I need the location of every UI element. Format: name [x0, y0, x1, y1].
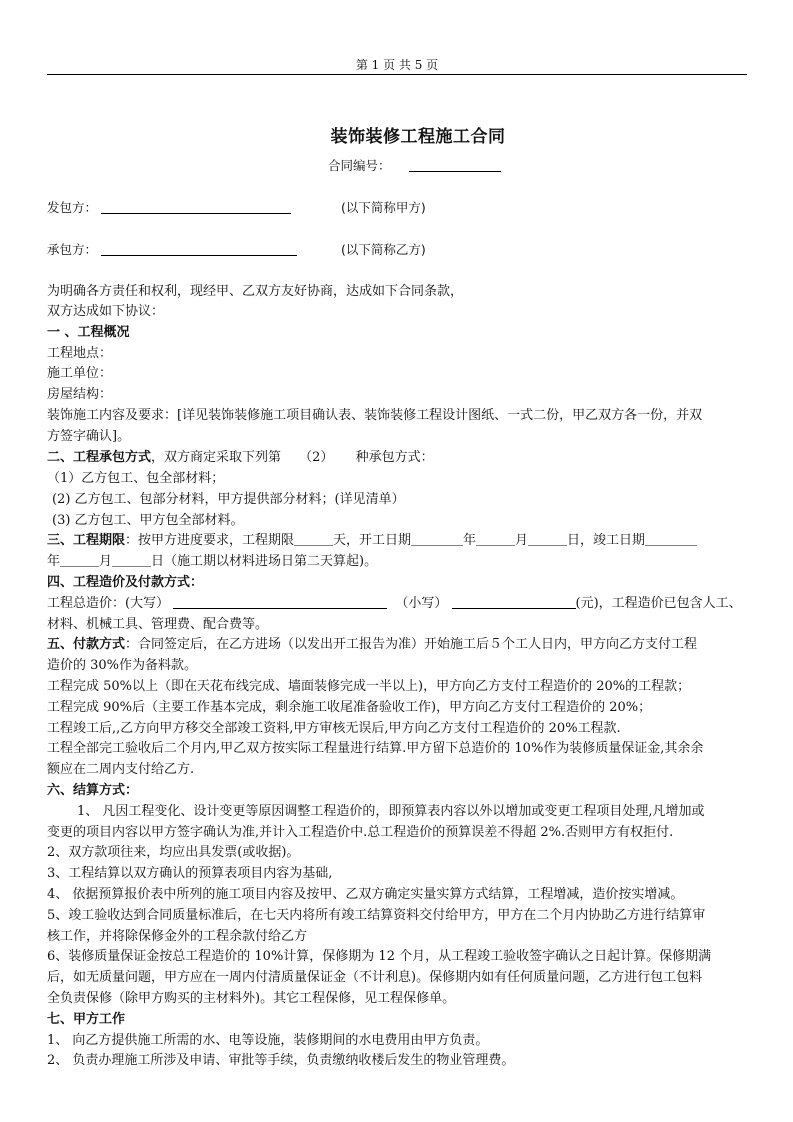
contract-type-choice: （2）: [299, 450, 334, 465]
document-title: 装饰装修工程施工合同: [330, 127, 506, 147]
payment-line-1: ：合同签定后，在乙方进场（以发出开工报告为准）开始施工后５个工人日内，甲方向乙方支付工程: [125, 637, 698, 652]
party-b-blank: [101, 241, 297, 256]
contract-type-text: ，双方商定采取下列第: [151, 450, 282, 465]
section-7-heading: 七、甲方工作: [47, 1012, 126, 1027]
total-price-lower-blank: [452, 594, 576, 609]
page-header: 第 1 页 共 5 页: [355, 58, 439, 72]
intro-line-1: 为明确各方责任和权利，现经甲、乙双方友好协商，达成如下合同条款，: [47, 284, 464, 299]
payment-line-6: 工程全部完工验收后二个月内,甲乙双方按实际工程量进行结算.甲方留下总造价的 10%作为装修质量保证金,其余余: [47, 741, 704, 756]
contract-option-3: (3) 乙方包工、甲方包全部材料。: [52, 513, 244, 528]
contract-option-1: （1）乙方包工、包全部材料；: [47, 471, 225, 486]
party-a-label: 发包方：: [47, 200, 98, 215]
section-5-heading: 五、付款方式: [47, 637, 126, 652]
settlement-item-2: 2、双方款项往来，均应出具发票(或收据)。: [47, 845, 300, 860]
total-price-yuan: (元)，工程造价已包含人工、: [575, 596, 742, 611]
construction-unit: 施工单位：: [47, 366, 113, 381]
payment-line-7: 额应在二周内支付给乙方.: [47, 762, 195, 777]
settlement-item-1b: 变更的项目内容以甲方签字确认为准,并计入工程造价中.总工程造价的预算误差不得超 2%.否则甲方有权拒付.: [47, 825, 674, 840]
settlement-item-3: 3、工程结算以双方确认的预算表项目内容为基础,: [47, 866, 333, 881]
section-6-heading: 六、结算方式：: [47, 783, 139, 798]
settlement-item-4: 4、 依据预算报价表中所列的施工项目内容及按甲、乙双方确定实量实算方式结算，工程增减，造价按实增减。: [47, 887, 684, 902]
party-a-row: [47, 198, 426, 218]
section-2-row: [47, 448, 434, 468]
total-price-row: [47, 594, 742, 614]
contract-number-row: [328, 156, 501, 176]
contract-number-label: 合同编号：: [328, 158, 391, 173]
payment-line-3: 工程完成 50%以上（即在天花布线完成、墙面装修完成一半以上)，甲方向乙方支付工程造价的 20%的工程款；: [47, 679, 691, 694]
party-b-note: (以下简称乙方): [340, 242, 426, 257]
payment-line-2: 造价的 30%作为备料款。: [47, 658, 198, 673]
party-a-blank: [101, 199, 291, 214]
payment-line-5: 工程竣工后,,乙方向甲方移交全部竣工资料,甲方审核无误后,甲方向乙方支付工程造价的 20%工程款.: [47, 721, 621, 736]
settlement-item-6a: 6、装修质量保证金按总工程造价的 10%计算，保修期为 12 个月，从工程竣工验收签字确认之日起计算。保修期满: [47, 949, 712, 964]
total-price-lower-label: （小写）: [395, 596, 448, 611]
settlement-item-5b: 核工作，并将除保修金外的工程余款付给乙方: [47, 929, 308, 944]
price-includes: 材料、机械工具、管理费、配合费等。: [47, 617, 269, 632]
payment-line-4: 工程完成 90%后（主要工作基本完成，剩余施工收尾准备验收工作)，甲方向乙方支付工程造价的 20%；: [47, 700, 652, 715]
settlement-item-6c: 全负责保修（除甲方购买的主材料外)。其它工程保修，见工程保修单。: [47, 991, 456, 1006]
contract-type-text-2: 种承包方式：: [355, 450, 434, 465]
party-a-note: (以下简称甲方): [340, 200, 426, 215]
party-b-row: [47, 240, 426, 260]
section-3-heading: 三、工程期限: [47, 533, 126, 548]
construction-content-2: 方签字确认]。: [47, 429, 131, 444]
settlement-item-6b: 后，如无质量问题，甲方应在一周内付清质量保证金（不计利息)。保修期内如有任何质量问题，乙方进行包工包料: [47, 970, 703, 985]
schedule-line-2: 年＿＿＿月＿＿＿日（施工期以材料进场日第二天算起)。: [47, 554, 378, 569]
construction-content-1: 装饰施工内容及要求：[详见装饰装修施工项目确认表、装饰装修工程设计图纸、一式二份，甲乙双方各一份，并双: [47, 408, 703, 423]
header-rule: [47, 74, 747, 75]
section-3-row: [47, 531, 697, 551]
intro-line-2: 双方达成如下协议：: [47, 304, 165, 319]
building-structure: 房屋结构：: [47, 387, 113, 402]
settlement-item-5a: 5、竣工验收达到合同质量标准后，在七天内将所有竣工结算资料交付给甲方，甲方在二个月内协助乙方进行结算审: [47, 908, 706, 923]
contract-number-blank: [409, 157, 501, 172]
total-price-upper-blank: [173, 594, 387, 609]
section-4-heading: 四、工程造价及付款方式：: [47, 575, 204, 590]
section-5-row: [47, 635, 697, 655]
project-location: 工程地点：: [47, 346, 113, 361]
section-2-heading: 二、工程承包方式: [47, 450, 152, 465]
party-a-duty-2: 2、 负责办理施工所涉及申请、审批等手续，负责缴纳收楼后发生的物业管理费。: [47, 1053, 515, 1068]
party-b-label: 承包方：: [47, 242, 98, 257]
settlement-item-1a: 1、 凡因工程变化、设计变更等原因调整工程造价的，即预算表内容以外以增加或变更工程项目处理,凡增加或: [77, 804, 705, 819]
schedule-line-1: ：按甲方进度要求，工程期限＿＿＿天，开工日期＿＿＿＿年＿＿＿月＿＿＿日，竣工日期＿＿＿＿: [125, 533, 698, 548]
contract-option-2: (2) 乙方包工、包部分材料，甲方提供部分材料；(详见清单）: [52, 492, 405, 507]
section-1-heading: 一 、工程概况: [47, 325, 130, 340]
party-a-duty-1: 1、 向乙方提供施工所需的水、电等设施，装修期间的水电费用由甲方负责。: [47, 1033, 489, 1048]
total-price-upper-label: 工程总造价：(大写）: [47, 596, 170, 611]
